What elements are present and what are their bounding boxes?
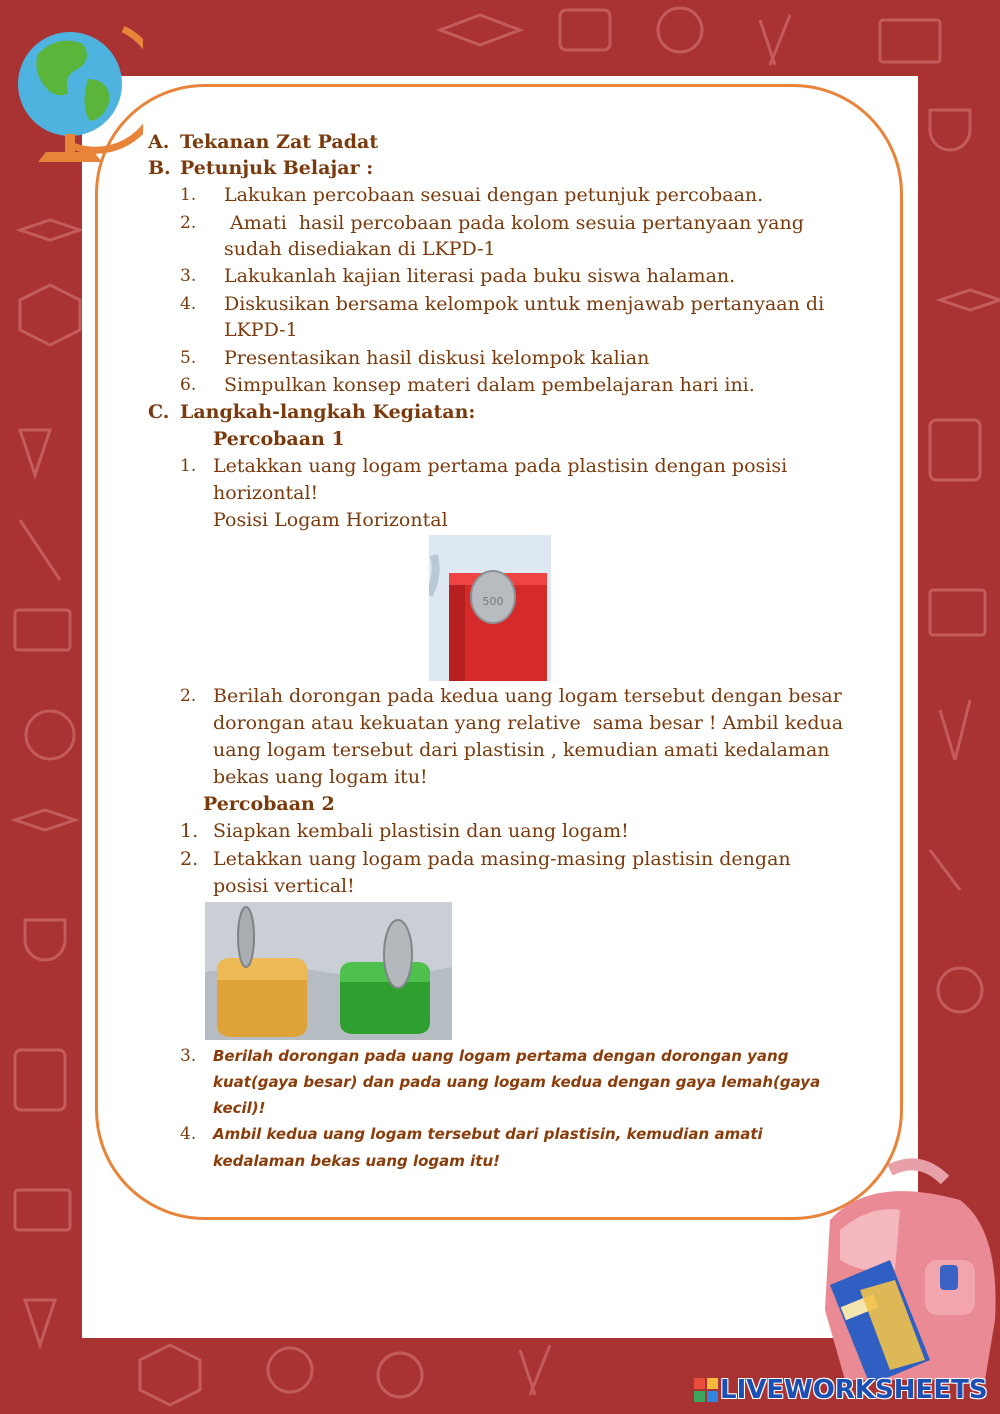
section-c-letter: C.: [148, 401, 170, 423]
list-item-number: 1.: [180, 185, 197, 205]
list-item-text: LKPD-1: [224, 319, 298, 341]
list-item-number: 3.: [180, 266, 197, 286]
vertical-coins-photo: [205, 902, 452, 1040]
liveworksheets-logo[interactable]: [694, 1375, 988, 1405]
section-a-letter: A.: [148, 131, 170, 153]
section-a-title: Tekanan Zat Padat: [180, 131, 379, 153]
list-item-text: kuat(gaya besar) dan pada uang logam kedua dengan gaya lemah(gaya: [213, 1073, 821, 1091]
liveworksheets-logo-text: LIVEWORKSHEETS: [720, 1375, 988, 1405]
section-c-title: Langkah-langkah Kegiatan:: [180, 401, 476, 423]
list-item-text: Amati hasil percobaan pada kolom sesuia pertanyaan yang: [224, 212, 804, 234]
list-item-number: 4.: [180, 1124, 197, 1144]
list-item-text: Ambil kedua uang logam tersebut dari plastisin, kemudian amati: [213, 1125, 763, 1143]
list-item-text: uang logam tersebut dari plastisin , kemudian amati kedalaman: [213, 739, 830, 761]
section-b-letter: B.: [148, 157, 171, 179]
list-item-text: sudah disediakan di LKPD-1: [224, 238, 496, 260]
list-item-number: 2.: [180, 213, 197, 233]
liveworksheets-logo-icon: [694, 1378, 718, 1402]
list-item-number: 3.: [180, 1046, 197, 1066]
list-item-text: Lakukan percobaan sesuai dengan petunjuk percobaan.: [224, 184, 764, 206]
photo-caption: Posisi Logam Horizontal: [213, 509, 448, 531]
list-item-number: 4.: [180, 294, 197, 314]
list-item-number: 6.: [180, 375, 197, 395]
list-item-text: Simpulkan konsep materi dalam pembelajaran hari ini.: [224, 374, 755, 396]
section-b-title: Petunjuk Belajar :: [180, 157, 374, 179]
percobaan-1-title: Percobaan 1: [213, 428, 345, 450]
list-item-number: 2.: [180, 848, 199, 870]
list-item-number: 5.: [180, 348, 197, 368]
list-item-text: kedalaman bekas uang logam itu!: [213, 1152, 500, 1170]
list-item-text: posisi vertical!: [213, 875, 355, 897]
list-item-text: bekas uang logam itu!: [213, 766, 428, 788]
list-item-text: Siapkan kembali plastisin dan uang logam!: [213, 820, 629, 842]
horizontal-coin-photo: [429, 535, 551, 681]
list-item-text: Presentasikan hasil diskusi kelompok kalian: [224, 347, 650, 369]
list-item-number: 1.: [180, 456, 197, 476]
list-item-text: Berilah dorongan pada uang logam pertama dengan dorongan yang: [213, 1047, 789, 1065]
list-item-text: kecil)!: [213, 1099, 266, 1117]
coin-value-text: 500: [482, 595, 504, 608]
percobaan-2-title: Percobaan 2: [203, 793, 335, 815]
list-item-text: Letakkan uang logam pada masing-masing plastisin dengan: [213, 848, 791, 870]
list-item-text: dorongan atau kekuatan yang relative sama besar ! Ambil kedua: [213, 712, 844, 734]
list-item-number: 2.: [180, 686, 197, 706]
list-item-number: 1.: [180, 820, 199, 842]
list-item-text: horizontal!: [213, 482, 319, 504]
list-item-text: Lakukanlah kajian literasi pada buku siswa halaman.: [224, 265, 736, 287]
list-item-text: Berilah dorongan pada kedua uang logam tersebut dengan besar: [213, 685, 842, 707]
list-item-text: Diskusikan bersama kelompok untuk menjawab pertanyaan di: [224, 293, 825, 315]
list-item-text: Letakkan uang logam pertama pada plastisin dengan posisi: [213, 455, 788, 477]
